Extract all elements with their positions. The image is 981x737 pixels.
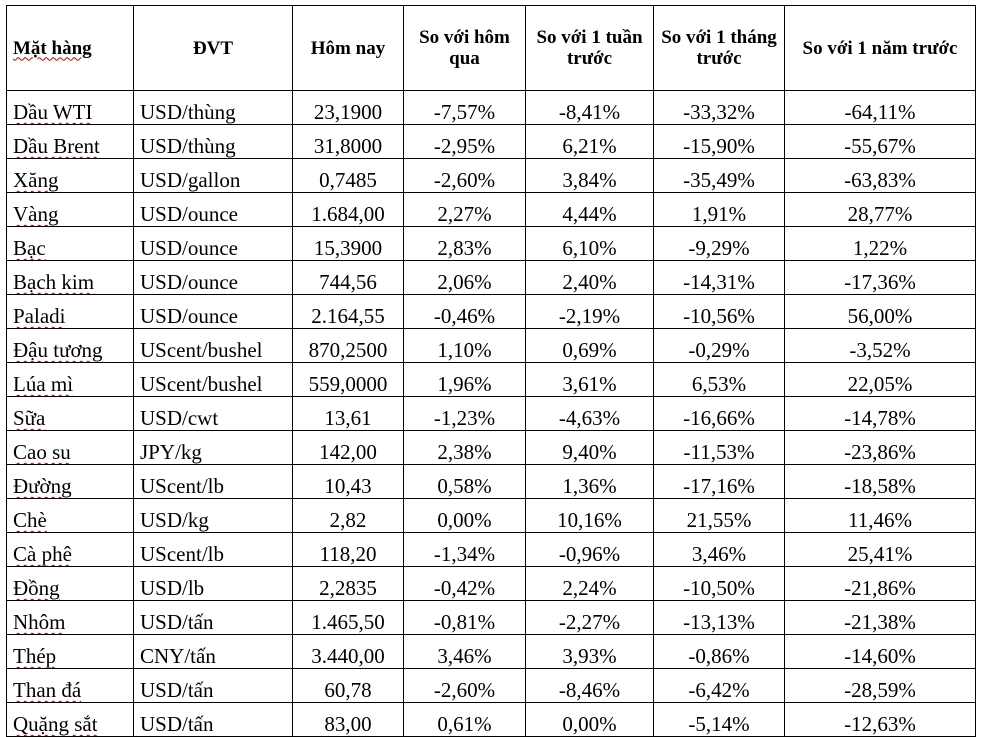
cell-vs-month: -10,56% (654, 295, 785, 329)
cell-unit: UScent/bushel (134, 329, 293, 363)
item-name: Paladi (13, 304, 66, 328)
cell-vs-year: -23,86% (785, 431, 976, 465)
table-row (7, 567, 976, 601)
cell-today: 870,2500 (293, 329, 404, 363)
cell-unit: USD/tấn (134, 601, 293, 635)
cell-vs-year: -21,38% (785, 601, 976, 635)
cell-vs-month: 1,91% (654, 193, 785, 227)
cell-vs-year: 28,77% (785, 193, 976, 227)
header-vs-yesterday: So với hôm qua (404, 6, 526, 91)
cell-vs-week: -0,96% (526, 533, 654, 567)
table-row (7, 397, 976, 431)
cell-unit: USD/cwt (134, 397, 293, 431)
cell-item (7, 363, 134, 397)
cell-today: 31,8000 (293, 125, 404, 159)
cell-unit: USD/kg (134, 499, 293, 533)
cell-today: 3.440,00 (293, 635, 404, 669)
table-row (7, 533, 976, 567)
cell-unit: USD/gallon (134, 159, 293, 193)
cell-item (7, 499, 134, 533)
cell-vs-yesterday: 1,96% (404, 363, 526, 397)
cell-vs-week: -8,41% (526, 91, 654, 125)
cell-item (7, 227, 134, 261)
cell-vs-month: -9,29% (654, 227, 785, 261)
cell-item (7, 261, 134, 295)
cell-vs-year: 1,22% (785, 227, 976, 261)
cell-vs-year: -14,78% (785, 397, 976, 431)
cell-today: 15,3900 (293, 227, 404, 261)
cell-today: 13,61 (293, 397, 404, 431)
cell-vs-yesterday: 2,83% (404, 227, 526, 261)
cell-vs-month: -17,16% (654, 465, 785, 499)
cell-unit: USD/ounce (134, 261, 293, 295)
table-header (7, 6, 976, 91)
table-row (7, 431, 976, 465)
cell-today: 23,1900 (293, 91, 404, 125)
table-row (7, 125, 976, 159)
item-name: Chè (13, 508, 47, 532)
cell-vs-month: -16,66% (654, 397, 785, 431)
cell-vs-year: -63,83% (785, 159, 976, 193)
cell-today: 2.164,55 (293, 295, 404, 329)
cell-unit: USD/ounce (134, 295, 293, 329)
cell-today: 10,43 (293, 465, 404, 499)
item-name: Cao su (13, 440, 71, 464)
header-item: Mặt hàng (7, 6, 134, 91)
header-vs-year: So với 1 năm trước (785, 6, 976, 91)
table-row (7, 363, 976, 397)
table-row (7, 601, 976, 635)
table-row (7, 227, 976, 261)
table-row (7, 295, 976, 329)
cell-vs-yesterday: -0,46% (404, 295, 526, 329)
item-name: Đường (13, 474, 72, 498)
item-name: Dầu Brent (13, 134, 100, 158)
cell-vs-week: -4,63% (526, 397, 654, 431)
cell-item (7, 431, 134, 465)
cell-vs-year: 11,46% (785, 499, 976, 533)
cell-unit: CNY/tấn (134, 635, 293, 669)
cell-item (7, 567, 134, 601)
cell-item (7, 193, 134, 227)
table-body (7, 91, 976, 737)
cell-vs-week: -8,46% (526, 669, 654, 703)
cell-item (7, 465, 134, 499)
header-today: Hôm nay (293, 6, 404, 91)
cell-item (7, 703, 134, 737)
item-name: Đồng (13, 576, 60, 600)
table-row (7, 703, 976, 737)
item-name: Thép (13, 644, 57, 668)
table-row (7, 329, 976, 363)
cell-vs-month: -0,86% (654, 635, 785, 669)
cell-unit: USD/lb (134, 567, 293, 601)
cell-item (7, 397, 134, 431)
cell-vs-week: 6,10% (526, 227, 654, 261)
cell-vs-year: -64,11% (785, 91, 976, 125)
cell-item (7, 125, 134, 159)
cell-vs-year: -21,86% (785, 567, 976, 601)
cell-item (7, 601, 134, 635)
cell-unit: USD/ounce (134, 193, 293, 227)
table-row (7, 261, 976, 295)
cell-vs-week: -2,19% (526, 295, 654, 329)
cell-vs-month: -11,53% (654, 431, 785, 465)
cell-vs-week: 3,84% (526, 159, 654, 193)
cell-item (7, 295, 134, 329)
table-row (7, 465, 976, 499)
cell-unit: USD/tấn (134, 703, 293, 737)
cell-unit: USD/ounce (134, 227, 293, 261)
item-name: Lúa mì (13, 372, 74, 396)
cell-vs-week: 10,16% (526, 499, 654, 533)
cell-today: 118,20 (293, 533, 404, 567)
cell-vs-week: -2,27% (526, 601, 654, 635)
cell-vs-week: 1,36% (526, 465, 654, 499)
cell-vs-week: 2,24% (526, 567, 654, 601)
cell-vs-year: -55,67% (785, 125, 976, 159)
cell-vs-month: -10,50% (654, 567, 785, 601)
cell-unit: UScent/bushel (134, 363, 293, 397)
cell-vs-yesterday: 0,61% (404, 703, 526, 737)
item-name: Xăng (13, 168, 59, 192)
cell-vs-month: -33,32% (654, 91, 785, 125)
commodity-price-table (6, 5, 976, 737)
cell-vs-yesterday: 2,38% (404, 431, 526, 465)
cell-vs-yesterday: -7,57% (404, 91, 526, 125)
table-row (7, 499, 976, 533)
item-name: Vàng (13, 202, 59, 226)
cell-vs-week: 0,69% (526, 329, 654, 363)
cell-vs-month: 3,46% (654, 533, 785, 567)
cell-today: 559,0000 (293, 363, 404, 397)
cell-vs-week: 6,21% (526, 125, 654, 159)
cell-vs-week: 4,44% (526, 193, 654, 227)
cell-unit: USD/tấn (134, 669, 293, 703)
cell-vs-yesterday: -2,95% (404, 125, 526, 159)
table-row (7, 159, 976, 193)
item-name: Cà phê (13, 542, 72, 566)
cell-item (7, 159, 134, 193)
cell-vs-yesterday: 0,58% (404, 465, 526, 499)
cell-today: 744,56 (293, 261, 404, 295)
cell-vs-yesterday: -0,81% (404, 601, 526, 635)
cell-vs-month: -5,14% (654, 703, 785, 737)
cell-vs-week: 3,93% (526, 635, 654, 669)
cell-vs-week: 0,00% (526, 703, 654, 737)
cell-vs-yesterday: 2,06% (404, 261, 526, 295)
cell-vs-month: 6,53% (654, 363, 785, 397)
cell-unit: JPY/kg (134, 431, 293, 465)
cell-vs-month: 21,55% (654, 499, 785, 533)
cell-vs-year: -18,58% (785, 465, 976, 499)
cell-vs-year: -3,52% (785, 329, 976, 363)
cell-item (7, 91, 134, 125)
cell-vs-year: -28,59% (785, 669, 976, 703)
header-unit: ĐVT (134, 6, 293, 91)
table-row (7, 635, 976, 669)
item-name: Bạch kim (13, 270, 95, 294)
cell-unit: UScent/lb (134, 465, 293, 499)
table-row (7, 669, 976, 703)
cell-vs-month: -13,13% (654, 601, 785, 635)
cell-vs-yesterday: 3,46% (404, 635, 526, 669)
cell-vs-month: -15,90% (654, 125, 785, 159)
cell-today: 60,78 (293, 669, 404, 703)
cell-vs-yesterday: 2,27% (404, 193, 526, 227)
cell-unit: USD/thùng (134, 125, 293, 159)
cell-today: 2,2835 (293, 567, 404, 601)
table-row (7, 193, 976, 227)
cell-vs-yesterday: -1,23% (404, 397, 526, 431)
cell-today: 1.465,50 (293, 601, 404, 635)
cell-vs-week: 2,40% (526, 261, 654, 295)
cell-vs-year: 22,05% (785, 363, 976, 397)
cell-unit: UScent/lb (134, 533, 293, 567)
cell-vs-year: -17,36% (785, 261, 976, 295)
item-name: Nhôm (13, 610, 66, 634)
cell-vs-year: 56,00% (785, 295, 976, 329)
item-name: Quặng sắt (13, 712, 98, 736)
item-name: Sữa (13, 406, 46, 430)
header-vs-month: So với 1 tháng trước (654, 6, 785, 91)
cell-vs-yesterday: -1,34% (404, 533, 526, 567)
cell-vs-yesterday: 0,00% (404, 499, 526, 533)
cell-vs-month: -6,42% (654, 669, 785, 703)
header-vs-week: So với 1 tuần trước (526, 6, 654, 91)
cell-item (7, 533, 134, 567)
cell-vs-year: 25,41% (785, 533, 976, 567)
cell-vs-week: 9,40% (526, 431, 654, 465)
cell-vs-year: -14,60% (785, 635, 976, 669)
cell-today: 2,82 (293, 499, 404, 533)
cell-item (7, 669, 134, 703)
item-name: Than đá (13, 678, 82, 702)
item-name: Bạc (13, 236, 46, 260)
header-row (7, 6, 976, 91)
cell-vs-yesterday: 1,10% (404, 329, 526, 363)
cell-vs-month: -0,29% (654, 329, 785, 363)
cell-vs-week: 3,61% (526, 363, 654, 397)
cell-today: 83,00 (293, 703, 404, 737)
cell-vs-month: -35,49% (654, 159, 785, 193)
cell-unit: USD/thùng (134, 91, 293, 125)
cell-vs-yesterday: -0,42% (404, 567, 526, 601)
cell-today: 1.684,00 (293, 193, 404, 227)
item-name: Dầu WTI (13, 100, 93, 124)
cell-vs-month: -14,31% (654, 261, 785, 295)
item-name: Đậu tương (13, 338, 103, 362)
cell-today: 142,00 (293, 431, 404, 465)
cell-vs-yesterday: -2,60% (404, 669, 526, 703)
cell-item (7, 635, 134, 669)
cell-today: 0,7485 (293, 159, 404, 193)
cell-vs-year: -12,63% (785, 703, 976, 737)
table-row (7, 91, 976, 125)
cell-vs-yesterday: -2,60% (404, 159, 526, 193)
cell-item (7, 329, 134, 363)
